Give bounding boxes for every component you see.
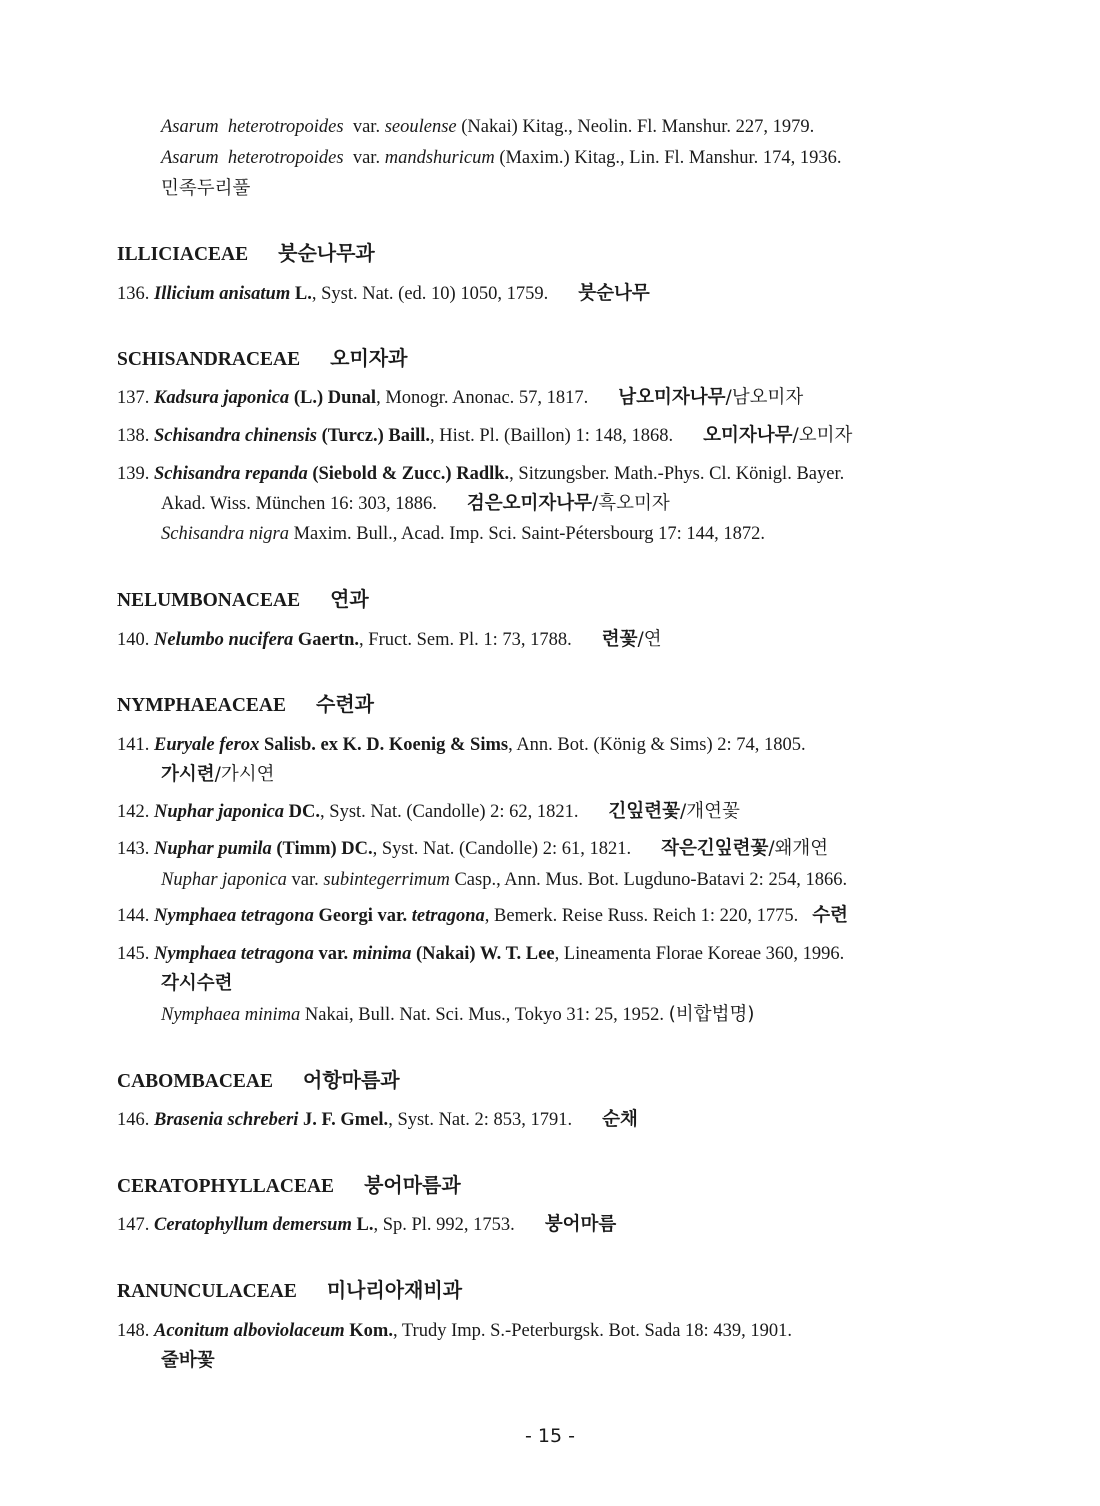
fam-nym-latin: NYMPHAEACEAE (117, 695, 286, 716)
synonym-line (161, 868, 847, 892)
e143-kor: 작은긴잎련꽃 (661, 838, 769, 859)
e145-kor: 각시수련 (161, 973, 233, 994)
e146-num: 146. (117, 1110, 150, 1130)
species-entry (117, 628, 662, 652)
e141-num: 141. (117, 735, 150, 755)
syn139-rest: Maxim. Bull., Acad. Imp. Sci. Saint-Pétersbourg 17: 144, 1872. (293, 524, 765, 544)
e148-cite: , Trudy Imp. S.-Peterburgsk. Bot. Sada 18: 439, 1901. (392, 1321, 792, 1341)
species-entry (117, 282, 650, 306)
e140-author: Gaertn. (297, 630, 360, 650)
synonym-line (161, 522, 765, 546)
e142-alt: /개연꽃 (679, 801, 740, 822)
e147-cite: , Sp. Pl. 992, 1753. (373, 1215, 515, 1235)
species-entry-continued (161, 763, 274, 787)
e141-cite: , Ann. Bot. (König & Sims) 2: 74, 1805. (508, 735, 806, 755)
species-entry (117, 386, 803, 410)
syn-a1-genus: Asarum (161, 117, 219, 137)
syn-a1-infra: seoulense (384, 117, 457, 137)
fam-sch-korean: 오미자과 (330, 346, 408, 370)
family-heading (117, 586, 369, 614)
syn-a2-rank: var. (352, 148, 381, 168)
e138-alt: /오미자 (792, 425, 853, 446)
species-entry-continued (161, 972, 232, 996)
e138-name: Schisandra chinensis (154, 426, 317, 446)
e136-num: 136. (117, 284, 150, 304)
syn-a1-rank: var. (352, 117, 381, 137)
e139-kor: 검은오미자나무 (466, 493, 592, 514)
family-heading (117, 1172, 461, 1200)
e145-cite: , Lineamenta Florae Koreae 360, 1996. (554, 944, 845, 964)
syn-a2-epithet: heterotropoides (227, 148, 344, 168)
e145-author: (Nakai) W. T. Lee (415, 944, 555, 964)
syn139-name: Schisandra nigra (161, 524, 289, 544)
e147-author: L. (356, 1215, 374, 1235)
e138-cite: , Hist. Pl. (Baillon) 1: 148, 1868. (430, 426, 674, 446)
e142-name: Nuphar japonica (154, 802, 285, 822)
e143-num: 143. (117, 839, 150, 859)
e139-author: (Siebold & Zucc.) Radlk. (312, 464, 510, 484)
e144-infra: tetragona (411, 906, 485, 926)
fam-nel-latin: NELUMBONACEAE (117, 590, 301, 611)
e144-cite: , Bemerk. Reise Russ. Reich 1: 220, 1775. (484, 906, 799, 926)
fam-cer-latin: CERATOPHYLLACEAE (117, 1176, 335, 1197)
e138-kor: 오미자나무 (703, 425, 793, 446)
syn145-name: Nymphaea minima (161, 1005, 301, 1025)
e141-alt: /가시연 (214, 764, 275, 785)
fam-cab-korean: 어항마름과 (303, 1068, 400, 1092)
fam-ill-latin: ILLICIACEAE (117, 244, 249, 265)
e138-num: 138. (117, 426, 150, 446)
page-number: - 15 - (525, 1425, 575, 1447)
e136-author: L. (294, 284, 312, 304)
species-entry (117, 424, 852, 448)
e140-num: 140. (117, 630, 150, 650)
e141-author: Salisb. ex K. D. Koenig & Sims (263, 735, 509, 755)
e142-kor: 긴잎련꽃 (608, 801, 680, 822)
e140-name: Nelumbo nucifera (154, 630, 294, 650)
e139-name: Schisandra repanda (154, 464, 308, 484)
syn-a1-epithet: heterotropoides (227, 117, 344, 137)
e139-cite1: , Sitzungsber. Math.-Phys. Cl. Königl. Bayer. (509, 464, 845, 484)
syn143-infra: subintegerrimum (323, 870, 450, 890)
e145-num: 145. (117, 944, 150, 964)
e146-name: Brasenia schreberi (154, 1110, 299, 1130)
species-entry (117, 904, 848, 928)
e144-kor: 수련 (812, 905, 848, 926)
e148-kor: 줄바꽃 (161, 1350, 215, 1371)
species-entry-continued (161, 1349, 215, 1373)
e139-num: 139. (117, 464, 150, 484)
e142-author: DC. (288, 802, 321, 822)
e142-cite: , Syst. Nat. (Candolle) 2: 62, 1821. (320, 802, 579, 822)
e145-infra: minima (352, 944, 412, 964)
korean-name: 민족두리풀 (161, 178, 251, 199)
e136-name: Illicium anisatum (154, 284, 291, 304)
e146-cite: , Syst. Nat. 2: 853, 1791. (388, 1110, 573, 1130)
species-entry (117, 1319, 792, 1343)
syn143-genus: Nuphar (161, 870, 218, 890)
e141-name: Euryale ferox (154, 735, 260, 755)
species-entry-continued (161, 492, 670, 516)
family-heading (117, 345, 407, 373)
e148-num: 148. (117, 1321, 150, 1341)
fam-cab-latin: CABOMBACEAE (117, 1071, 274, 1092)
syn-a2-rest: (Maxim.) Kitag., Lin. Fl. Manshur. 174, 1936. (499, 148, 842, 168)
e138-author: (Turcz.) Baill. (321, 426, 431, 446)
species-entry (117, 1213, 616, 1237)
fam-nel-korean: 연과 (330, 587, 369, 611)
e144-num: 144. (117, 906, 150, 926)
species-entry (117, 800, 740, 824)
family-heading (117, 240, 375, 268)
fam-ran-korean: 미나리아재비과 (326, 1278, 463, 1302)
e146-kor: 순채 (602, 1109, 638, 1130)
syn145-rest: Nakai, Bull. Nat. Sci. Mus., Tokyo 31: 25, 1952. (304, 1005, 664, 1025)
e139-alt: /흑오미자 (592, 493, 670, 514)
family-heading (117, 1277, 462, 1305)
e145-rank: var. (318, 944, 349, 964)
e148-author: Kom. (349, 1321, 393, 1341)
syn-a2-genus: Asarum (161, 148, 219, 168)
e144-author: Georgi (318, 906, 373, 926)
e139-cite2: Akad. Wiss. München 16: 303, 1886. (161, 494, 437, 514)
fam-nym-korean: 수련과 (316, 692, 374, 716)
species-entry (117, 837, 828, 861)
e145-name: Nymphaea tetragona (154, 944, 314, 964)
syn-a1-rest: (Nakai) Kitag., Neolin. Fl. Manshur. 227, 1979. (461, 117, 815, 137)
e137-name: Kadsura japonica (154, 388, 290, 408)
e137-num: 137. (117, 388, 150, 408)
e143-author: (Timm) DC. (276, 839, 373, 859)
syn145-note: (비합법명) (668, 1004, 755, 1025)
synonym-line (161, 1003, 755, 1027)
e142-num: 142. (117, 802, 150, 822)
e140-cite: , Fruct. Sem. Pl. 1: 73, 1788. (359, 630, 572, 650)
e143-name: Nuphar pumila (154, 839, 272, 859)
fam-ran-latin: RANUNCULACEAE (117, 1281, 297, 1302)
species-entry (117, 942, 844, 966)
e137-author: (L.) Dunal (293, 388, 377, 408)
e136-cite: , Syst. Nat. (ed. 10) 1050, 1759. (311, 284, 549, 304)
e140-kor: 련꽃 (601, 629, 638, 650)
e141-kor: 가시련 (161, 764, 215, 785)
fam-cer-korean: 붕어마름과 (364, 1173, 461, 1197)
fam-sch-latin: SCHISANDRACEAE (117, 349, 301, 370)
species-entry (117, 733, 806, 757)
e137-alt: /남오미자 (725, 387, 804, 408)
e137-kor: 남오미자나무 (618, 387, 726, 408)
syn143-rest: Casp., Ann. Mus. Bot. Lugduno-Batavi 2: 254, 1866. (454, 870, 848, 890)
syn143-rank: var. (291, 870, 319, 890)
e136-kor: 붓순나무 (578, 283, 650, 304)
synonym-line (161, 115, 814, 139)
syn-a2-infra: mandshuricum (384, 148, 495, 168)
e146-author: J. F. Gmel. (303, 1110, 389, 1130)
synonym-line (161, 146, 842, 170)
e137-cite: , Monogr. Anonac. 57, 1817. (376, 388, 589, 408)
e144-rank: var. (377, 906, 408, 926)
species-entry (117, 1108, 638, 1132)
e147-name: Ceratophyllum demersum (154, 1215, 352, 1235)
fam-ill-korean: 붓순나무과 (278, 241, 375, 265)
e140-alt: /연 (637, 629, 662, 650)
family-heading (117, 1067, 400, 1095)
syn143-epithet: japonica (222, 870, 287, 890)
e143-cite: , Syst. Nat. (Candolle) 2: 61, 1821. (372, 839, 632, 859)
e147-kor: 붕어마름 (544, 1214, 617, 1235)
family-heading (117, 691, 374, 719)
e148-name: Aconitum alboviolaceum (154, 1321, 345, 1341)
e147-num: 147. (117, 1215, 150, 1235)
species-entry (117, 462, 844, 486)
e144-name: Nymphaea tetragona (154, 906, 314, 926)
e143-alt: /왜개연 (768, 838, 829, 859)
